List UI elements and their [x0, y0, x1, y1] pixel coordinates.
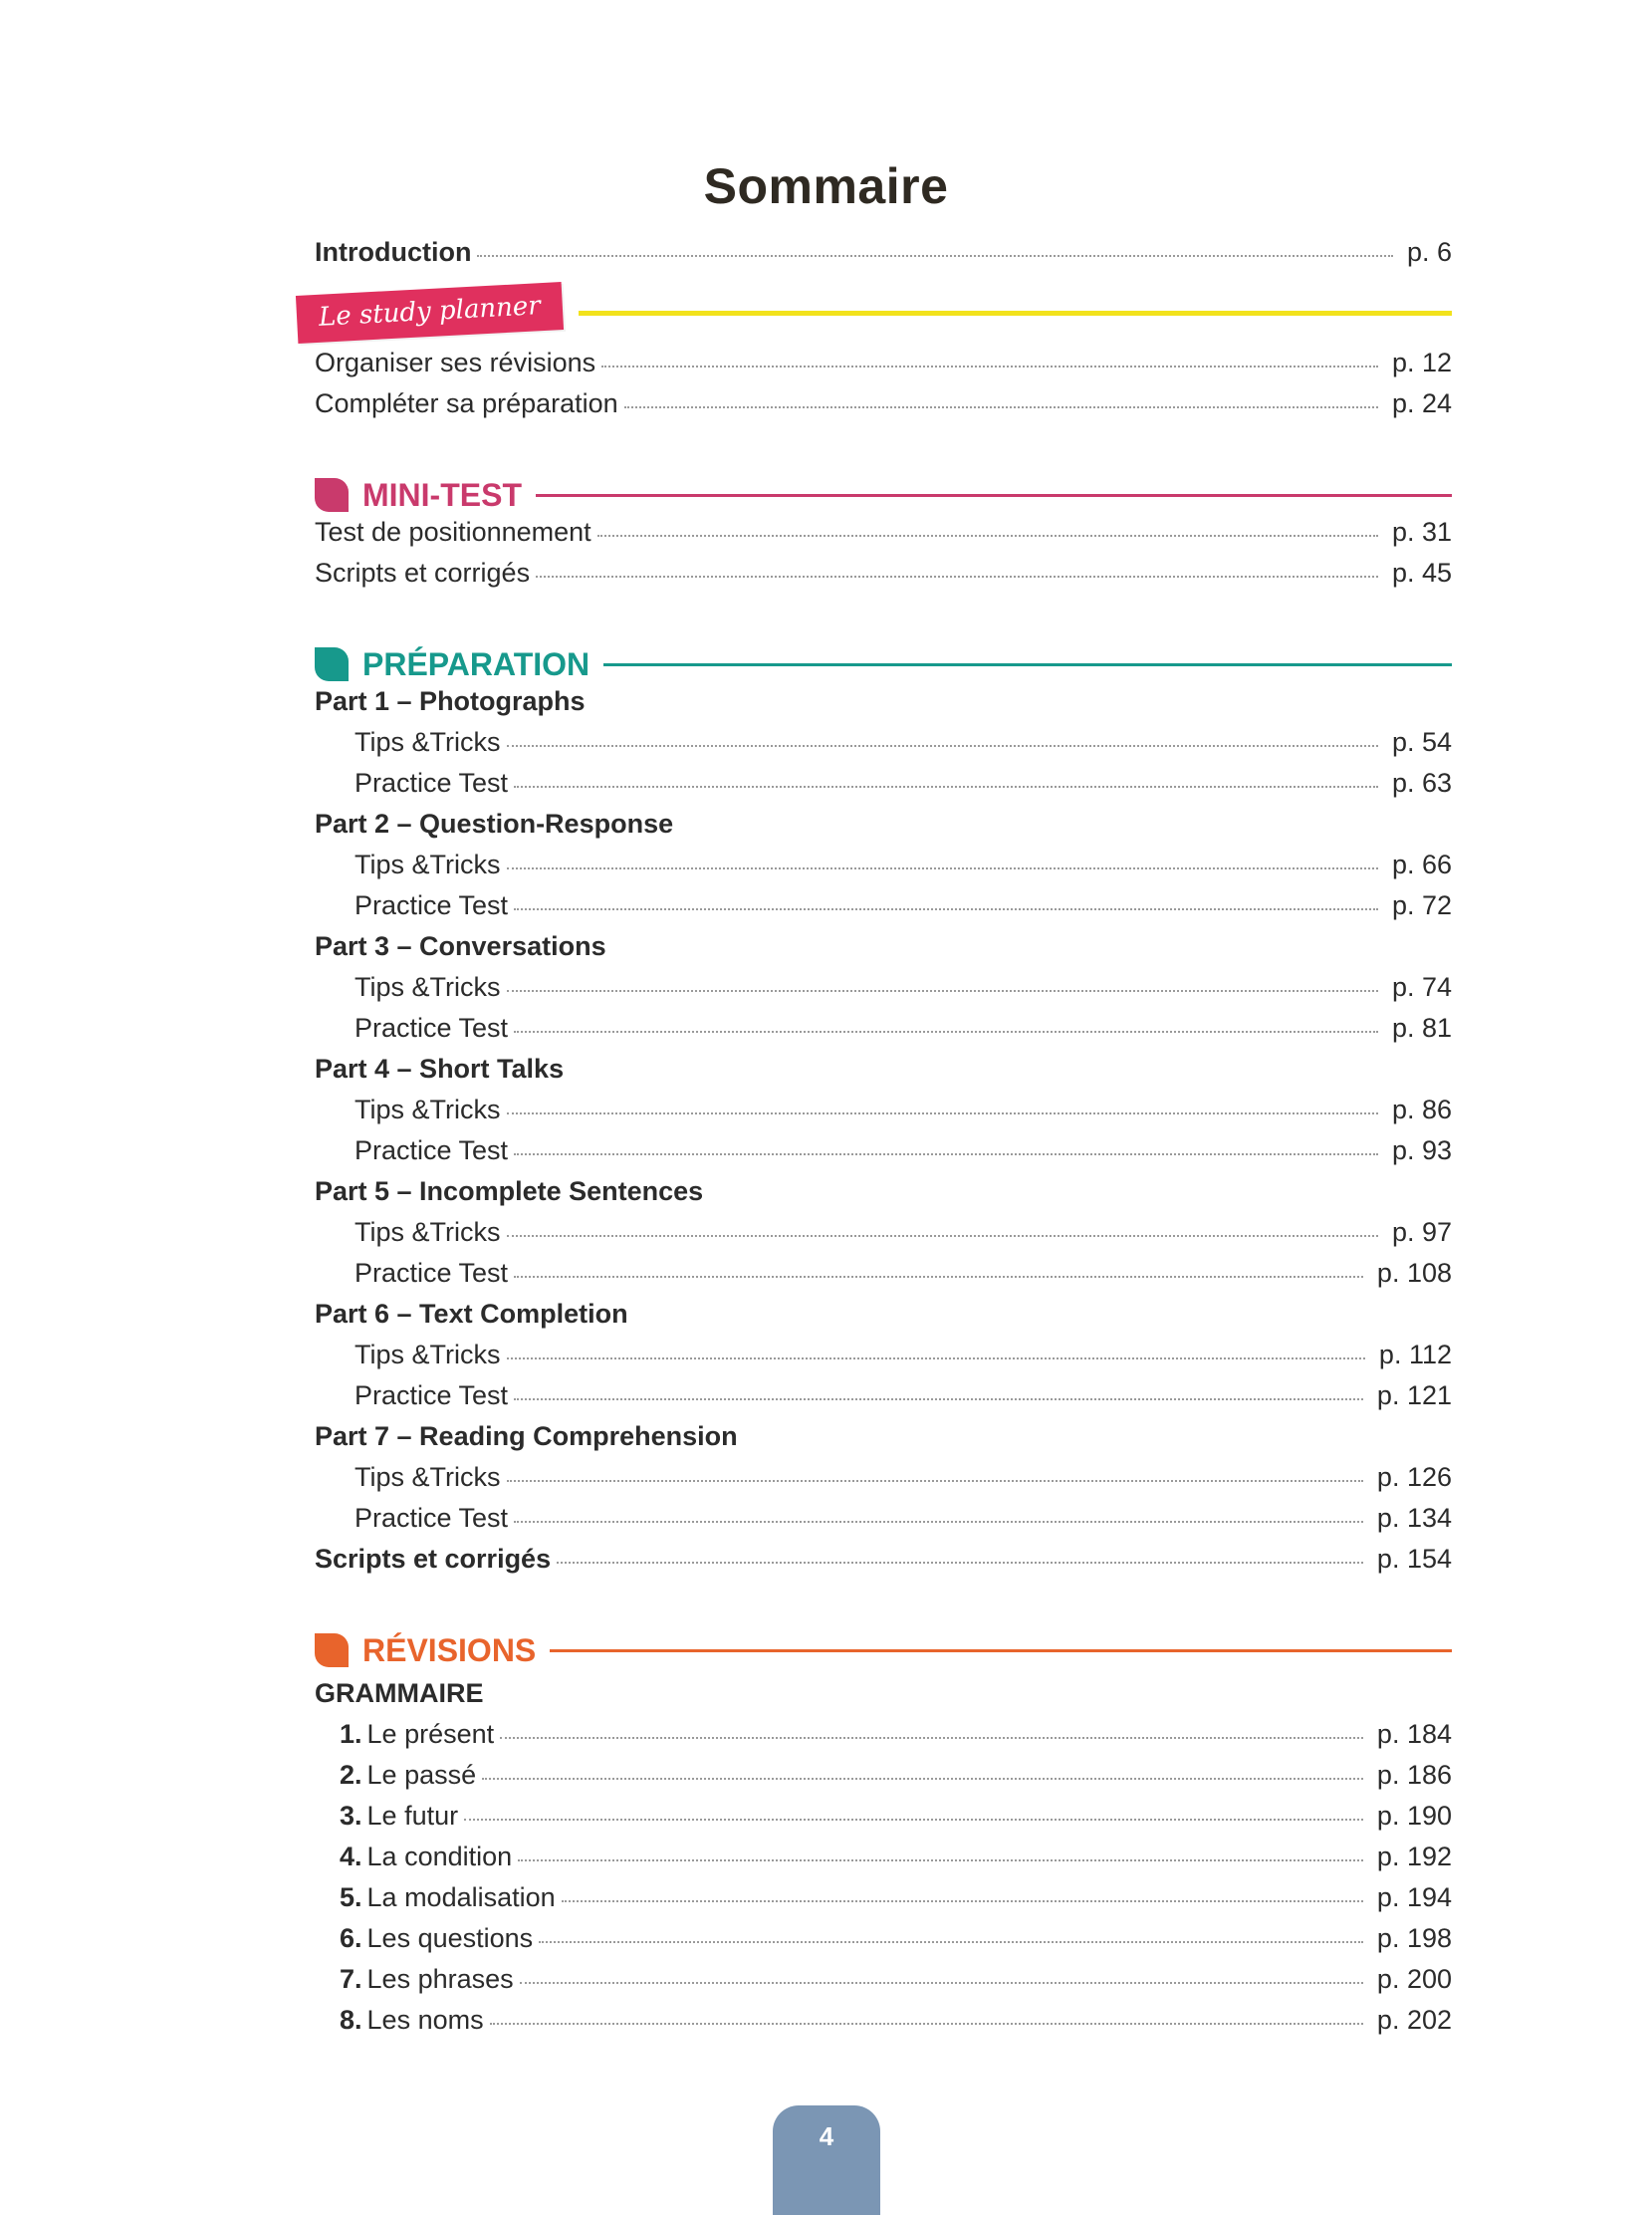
dot-leader [557, 1562, 1363, 1564]
toc-page-ref: p. 86 [1391, 1095, 1452, 1124]
toc-entry [315, 890, 1452, 931]
dot-leader [500, 1737, 1363, 1739]
toc-entry-label [354, 972, 501, 1003]
toc-entry-text: Practice Test [354, 768, 509, 798]
dot-leader [514, 1031, 1378, 1033]
toc-entry-text: Practice Test [354, 1013, 509, 1043]
section-rule [603, 663, 1452, 666]
section-rule [550, 1649, 1452, 1652]
section-header-revisions [315, 1628, 1452, 1672]
toc-entry-label [354, 768, 508, 799]
toc-page-ref: p. 134 [1376, 1503, 1452, 1533]
toc-page-ref: p. 72 [1391, 890, 1452, 920]
section-leaf-icon [315, 1633, 349, 1667]
toc-entry-text: Le présent [366, 1719, 495, 1749]
subsection-title: GRAMMAIRE [315, 1678, 484, 1708]
toc-entry-text: Scripts et corrigés [315, 558, 531, 588]
part-title: Part 6 – Text Completion [315, 1299, 628, 1329]
toc-entry-text: Tips &Tricks [354, 1462, 501, 1492]
toc-entry [315, 972, 1452, 1013]
toc-page-ref: p. 121 [1376, 1380, 1452, 1410]
toc-entry [315, 348, 1452, 388]
toc-entry [315, 1258, 1452, 1299]
toc-entry-label [354, 1340, 501, 1370]
toc-entry-label [354, 1135, 508, 1166]
toc-page-ref: p. 6 [1406, 237, 1452, 267]
toc-page-ref: p. 112 [1378, 1340, 1452, 1369]
toc-page-ref: p. 190 [1376, 1801, 1452, 1831]
toc-page-ref: p. 184 [1376, 1719, 1452, 1749]
toc-page-ref: p. 192 [1376, 1842, 1452, 1871]
toc-entry [315, 1882, 1452, 1923]
toc-entry-text: Tips &Tricks [354, 850, 501, 879]
toc-entry-label [315, 348, 595, 378]
toc-entry-text: Tips &Tricks [354, 727, 501, 757]
toc-entry-label [354, 1258, 508, 1289]
toc-entry-text: La condition [366, 1842, 513, 1871]
dot-leader [597, 535, 1378, 537]
section-header-study-planner [297, 278, 1452, 348]
dot-leader [514, 786, 1378, 788]
toc-page-ref: p. 97 [1391, 1217, 1452, 1247]
section-header-preparation [315, 642, 1452, 686]
toc-entry-text: Les questions [366, 1923, 534, 1953]
toc-page-ref: p. 63 [1391, 768, 1452, 798]
toc-page-ref: p. 54 [1391, 727, 1452, 757]
toc-entry-label [354, 890, 508, 921]
toc-entry [315, 1095, 1452, 1135]
section-rule [536, 494, 1452, 497]
toc-entry-number: 7. [340, 1964, 362, 1994]
toc-entry-label [354, 1462, 501, 1493]
part-title: Part 2 – Question-Response [315, 809, 674, 839]
toc-page-ref: p. 198 [1376, 1923, 1452, 1953]
toc-entry-text: Tips &Tricks [354, 1340, 501, 1369]
part-title: Part 3 – Conversations [315, 931, 606, 961]
spacer [315, 1585, 1452, 1628]
toc-entry [315, 1923, 1452, 1964]
toc-entry-text: La modalisation [366, 1882, 556, 1912]
toc-entry [315, 388, 1452, 429]
toc-entry [315, 768, 1452, 809]
section-header-mini-test [315, 473, 1452, 517]
toc-entry-number: 2. [340, 1760, 362, 1790]
toc-entry [315, 1719, 1452, 1760]
toc-page-ref: p. 186 [1376, 1760, 1452, 1790]
toc-entry [315, 1340, 1452, 1380]
toc-entry [315, 1013, 1452, 1054]
section-rule [579, 311, 1452, 316]
toc-entry-label [354, 727, 501, 758]
dot-leader [507, 1357, 1365, 1359]
toc-page-ref: p. 108 [1376, 1258, 1452, 1288]
toc-entry [315, 1380, 1452, 1421]
dot-leader [601, 366, 1378, 368]
toc-page-ref: p. 31 [1391, 517, 1452, 547]
table-of-contents [315, 237, 1452, 2046]
toc-entry-label [315, 517, 591, 548]
part-heading [315, 1054, 1452, 1095]
dot-leader [477, 255, 1392, 257]
toc-entry-text: Organiser ses révisions [315, 348, 596, 377]
toc-entry-text: Les phrases [366, 1964, 514, 1994]
toc-entry-label [315, 1544, 551, 1575]
dot-leader [514, 1398, 1363, 1400]
toc-entry [315, 517, 1452, 558]
toc-entry-label [354, 1503, 508, 1534]
toc-page-ref: p. 74 [1391, 972, 1452, 1002]
toc-entry-text: Tips &Tricks [354, 1095, 501, 1124]
page-number-tab [773, 2105, 880, 2215]
section-leaf-icon [315, 647, 349, 681]
part-heading [315, 1299, 1452, 1340]
dot-leader [507, 990, 1378, 992]
section-title: RÉVISIONS [362, 1631, 537, 1668]
toc-entry [315, 850, 1452, 890]
toc-entry [315, 558, 1452, 599]
dot-leader [507, 1480, 1363, 1482]
toc-page-ref: p. 45 [1391, 558, 1452, 588]
part-heading [315, 1176, 1452, 1217]
part-title: Part 5 – Incomplete Sentences [315, 1176, 704, 1206]
toc-entry-label [340, 1801, 458, 1832]
toc-entry [315, 1217, 1452, 1258]
part-title: Part 7 – Reading Comprehension [315, 1421, 738, 1451]
toc-entry-label [340, 1842, 512, 1872]
toc-entry-text: Le futur [366, 1801, 459, 1831]
toc-entry-number: 6. [340, 1923, 362, 1953]
toc-entry [315, 1842, 1452, 1882]
toc-entry-text: Introduction [315, 237, 472, 267]
subsection-heading [315, 1678, 1452, 1719]
toc-entry-text: Tips &Tricks [354, 972, 501, 1002]
toc-entry-text: Tips &Tricks [354, 1217, 501, 1247]
toc-page-ref: p. 66 [1391, 850, 1452, 879]
toc-page-ref: p. 200 [1376, 1964, 1452, 1994]
toc-entry-number: 8. [340, 2005, 362, 2035]
toc-entry-number: 5. [340, 1882, 362, 1912]
toc-entry-label [315, 558, 530, 589]
toc-entry-text: Compléter sa préparation [315, 388, 618, 418]
dot-leader [482, 1778, 1363, 1780]
toc-entry [315, 1135, 1452, 1176]
toc-entry-text: Practice Test [354, 890, 509, 920]
toc-entry [315, 1760, 1452, 1801]
dot-leader [507, 1235, 1378, 1237]
toc-page-ref: p. 194 [1376, 1882, 1452, 1912]
toc-entry [315, 1503, 1452, 1544]
toc-entry-text: Practice Test [354, 1258, 509, 1288]
page-title: Sommaire [703, 158, 949, 214]
toc-entry-text: Practice Test [354, 1380, 509, 1410]
part-title: Part 1 – Photographs [315, 686, 586, 716]
dot-leader [514, 1276, 1363, 1278]
toc-entry-text: Practice Test [354, 1503, 509, 1533]
part-heading [315, 809, 1452, 850]
dot-leader [490, 2023, 1363, 2025]
dot-leader [518, 1859, 1363, 1861]
toc-entry [315, 1462, 1452, 1503]
toc-entry [315, 1801, 1452, 1842]
toc-entry-number: 1. [340, 1719, 362, 1749]
toc-entry [315, 1964, 1452, 2005]
toc-entry-label [340, 1923, 533, 1954]
toc-entry-text: Test de positionnement [315, 517, 591, 547]
dot-leader [514, 1521, 1363, 1523]
toc-entry-label [340, 1760, 476, 1791]
part-heading [315, 1421, 1452, 1462]
section-leaf-icon [315, 478, 349, 512]
toc-page-ref: p. 202 [1376, 2005, 1452, 2035]
toc-entry-text: Scripts et corrigés [315, 1544, 552, 1574]
toc-entry-text: Le passé [366, 1760, 477, 1790]
toc-entry-number: 4. [340, 1842, 362, 1871]
toc-page-ref: p. 24 [1391, 388, 1452, 418]
toc-entry-introduction [315, 237, 1452, 278]
toc-entry-text: Les noms [366, 2005, 484, 2035]
toc-page-ref: p. 81 [1391, 1013, 1452, 1043]
dot-leader [624, 406, 1378, 408]
dot-leader [514, 1153, 1378, 1155]
page-number: 4 [819, 2121, 834, 2151]
toc-page-ref: p. 93 [1391, 1135, 1452, 1165]
part-title: Part 4 – Short Talks [315, 1054, 565, 1084]
section-title: PRÉPARATION [362, 645, 590, 682]
dot-leader [507, 1112, 1378, 1114]
dot-leader [507, 745, 1378, 747]
toc-page-ref: p. 12 [1391, 348, 1452, 377]
toc-entry-label [354, 1095, 501, 1125]
section-title: MINI-TEST [362, 476, 522, 513]
toc-entry-label [315, 388, 618, 419]
toc-page-ref: p. 154 [1376, 1544, 1452, 1574]
toc-entry-label [340, 2005, 484, 2036]
toc-entry-label [354, 1013, 508, 1044]
toc-entry-label [340, 1719, 494, 1750]
toc-entry-number: 3. [340, 1801, 362, 1831]
toc-entry-label [315, 237, 471, 268]
dot-leader [539, 1941, 1363, 1943]
toc-entry-scripts [315, 1544, 1452, 1585]
toc-entry-label [354, 850, 501, 880]
dot-leader [464, 1819, 1363, 1821]
toc-entry-text: Practice Test [354, 1135, 509, 1165]
toc-entry-label [354, 1217, 501, 1248]
dot-leader [507, 867, 1378, 869]
spacer [315, 429, 1452, 473]
toc-entry-label [354, 1380, 508, 1411]
toc-page-ref: p. 126 [1376, 1462, 1452, 1492]
dot-leader [520, 1982, 1363, 1984]
spacer [315, 599, 1452, 642]
toc-entry [315, 2005, 1452, 2046]
part-heading [315, 931, 1452, 972]
toc-entry-label [340, 1964, 514, 1995]
dot-leader [536, 576, 1378, 578]
study-planner-tag: Le study planner [296, 282, 564, 344]
part-heading [315, 686, 1452, 727]
toc-entry [315, 727, 1452, 768]
dot-leader [514, 908, 1378, 910]
toc-entry-label [340, 1882, 556, 1913]
dot-leader [562, 1900, 1363, 1902]
